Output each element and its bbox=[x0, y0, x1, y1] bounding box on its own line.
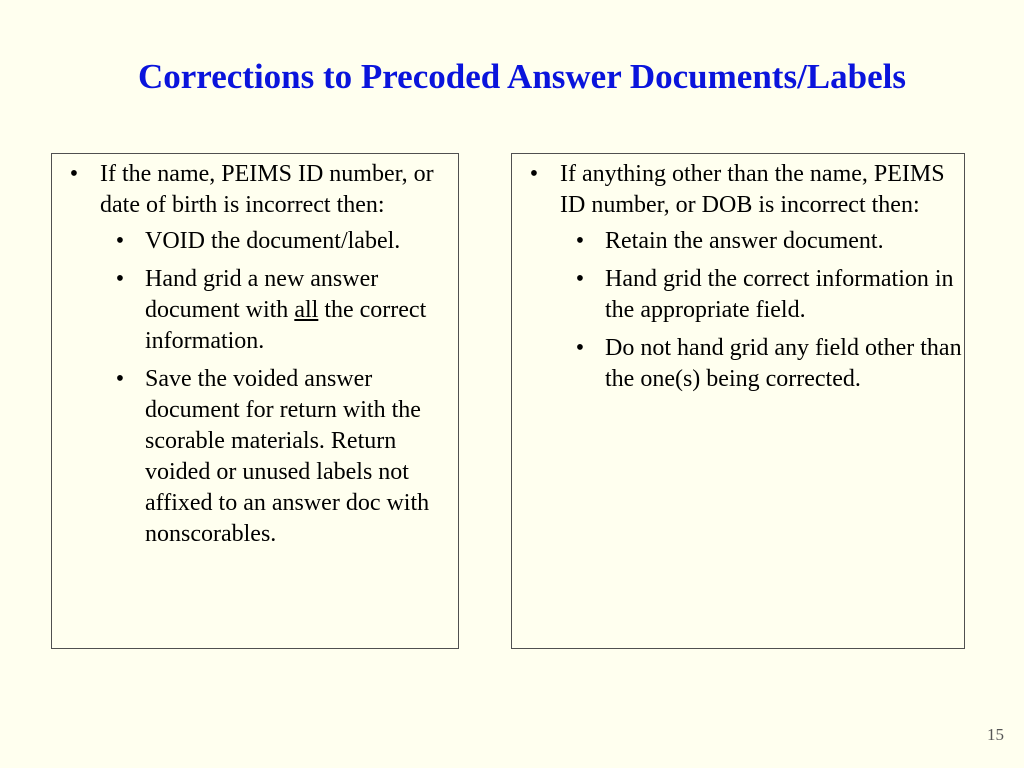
right-panel bbox=[511, 153, 965, 649]
bullet-icon: • bbox=[575, 228, 585, 254]
bullet-icon: • bbox=[69, 161, 79, 187]
left-item-hand-grid-after: the correct information. bbox=[145, 297, 427, 354]
right-item-do-not: Do not hand grid any field other than the one(s) being corrected. bbox=[605, 335, 962, 392]
right-bullet-list bbox=[512, 159, 964, 395]
bullet-icon: • bbox=[575, 266, 585, 292]
list-item bbox=[100, 364, 458, 550]
left-item-hand-grid-before: Hand grid a new answer document with bbox=[145, 266, 379, 323]
list-item bbox=[560, 226, 964, 257]
bullet-icon: • bbox=[115, 228, 125, 254]
left-item-save: Save the voided answer document for return with the scorable materials. Return voided or unused labels not affixed to an answer doc with nonscorables. bbox=[145, 366, 430, 547]
right-heading-text: If anything other than the name, PEIMS ID number, or DOB is incorrect then: bbox=[560, 161, 945, 218]
list-item bbox=[100, 226, 458, 257]
left-heading-text: If the name, PEIMS ID number, or date of birth is incorrect then: bbox=[100, 161, 434, 218]
left-heading-item bbox=[52, 159, 458, 550]
bullet-icon: • bbox=[115, 366, 125, 392]
left-sub-list bbox=[100, 226, 458, 550]
list-item bbox=[560, 333, 964, 395]
right-heading-item bbox=[512, 159, 964, 395]
left-panel bbox=[51, 153, 459, 649]
bullet-icon: • bbox=[529, 161, 539, 187]
page-number: 15 bbox=[987, 725, 1004, 744]
list-item bbox=[100, 264, 458, 357]
right-sub-list bbox=[560, 226, 964, 395]
right-item-retain: Retain the answer document. bbox=[605, 228, 884, 254]
list-item bbox=[560, 264, 964, 326]
left-item-hand-grid-underlined: all bbox=[294, 297, 319, 323]
left-bullet-list bbox=[52, 159, 458, 550]
bullet-icon: • bbox=[575, 335, 585, 361]
left-item-void: VOID the document/label. bbox=[145, 228, 401, 254]
bullet-icon: • bbox=[115, 266, 125, 292]
slide-title: Corrections to Precoded Answer Documents/Labels bbox=[138, 57, 906, 96]
right-item-hand-grid: Hand grid the correct information in the appropriate field. bbox=[605, 266, 954, 323]
